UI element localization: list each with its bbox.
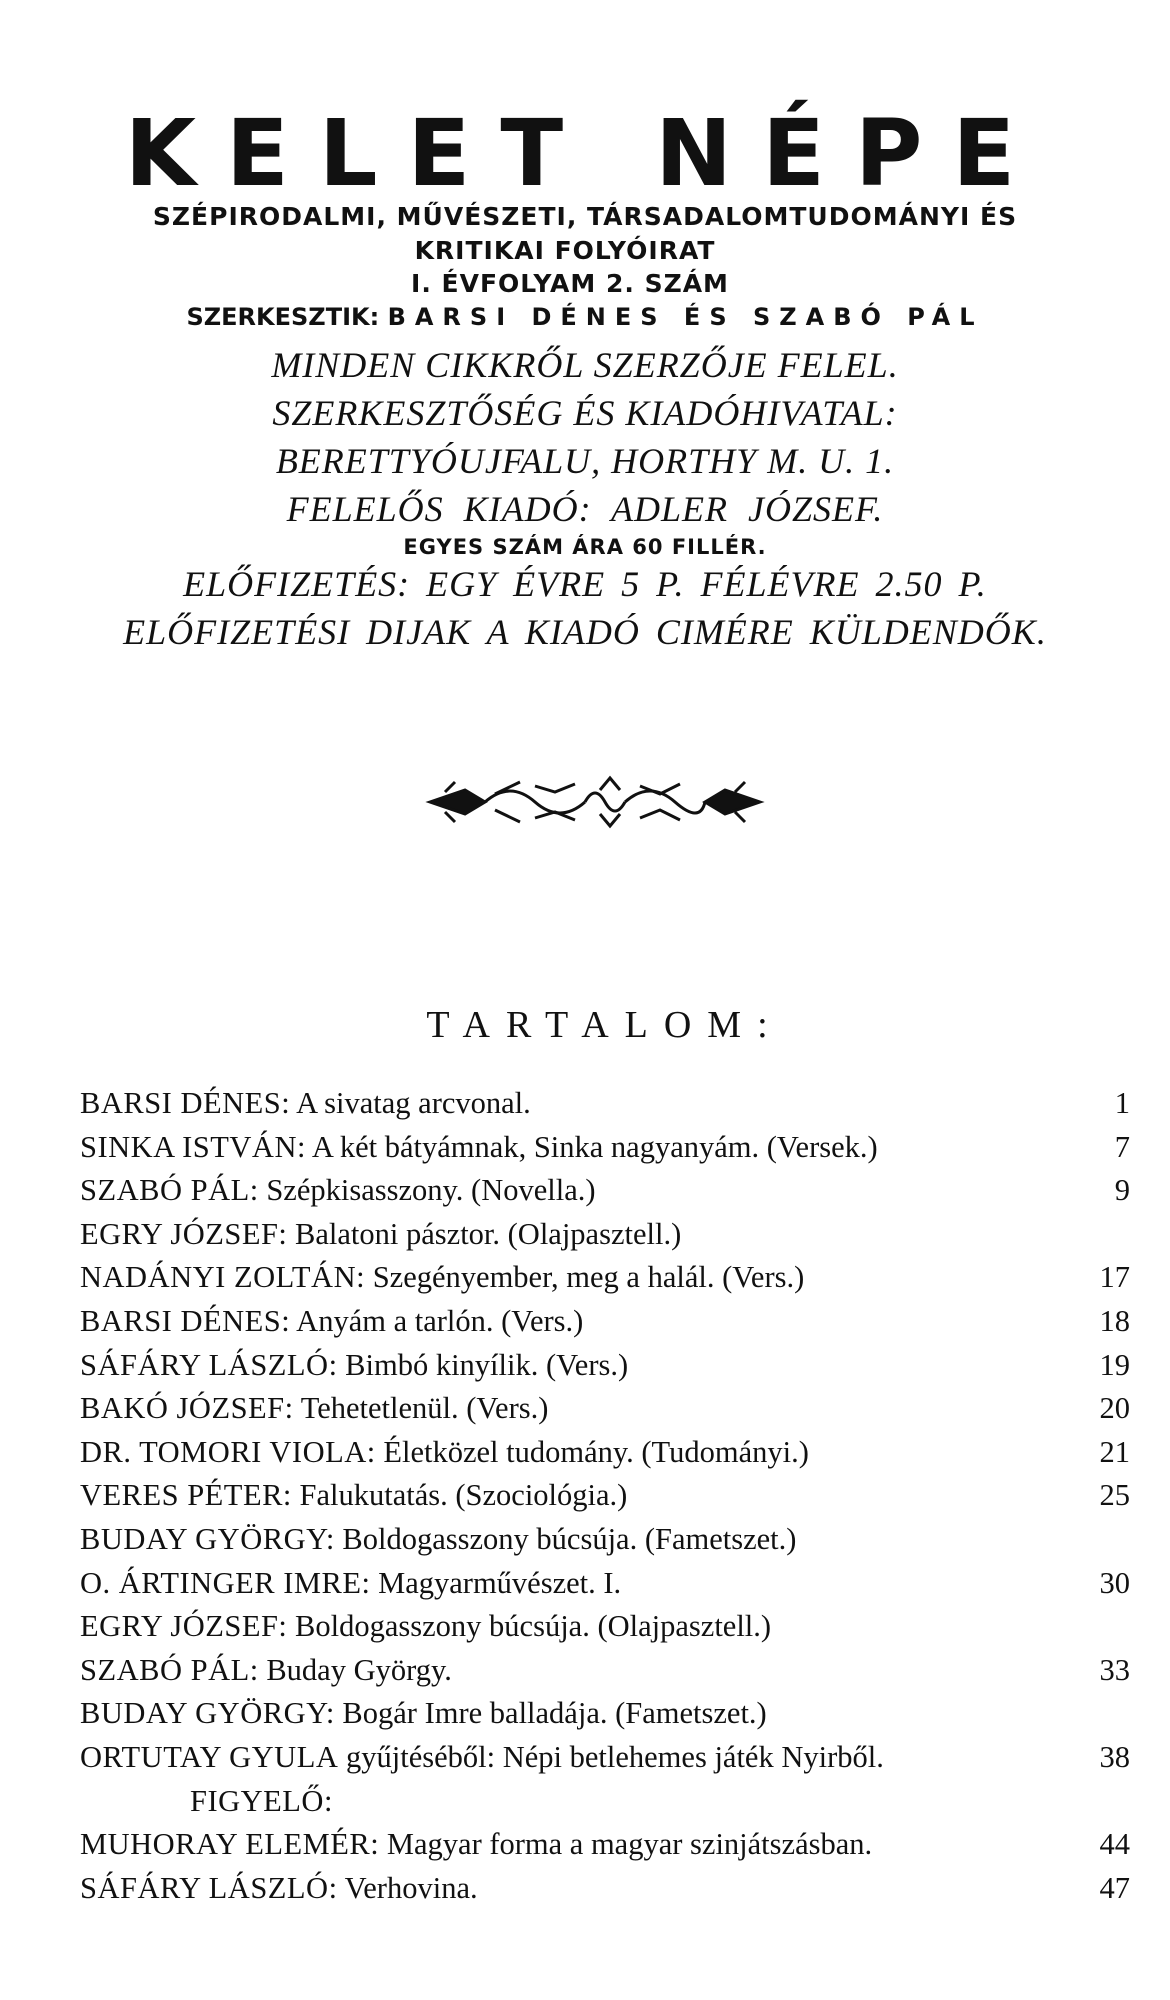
toc-work-title: Szegényember, meg a halál. (Vers.) [372, 1260, 805, 1295]
toc-author: BUDAY GYÖRGY: [80, 1696, 335, 1731]
toc-work-title: Tehetetlenül. (Vers.) [300, 1391, 549, 1426]
toc-entry-text [80, 1387, 548, 1431]
editorial-office-label: SZERKESZTŐSÉG ÉS KIADÓHIVATAL: [272, 393, 898, 433]
editorial-office-address: BERETTYÓUJFALU, HORTHY M. U. 1. [275, 441, 895, 481]
toc-page-number: 44 [1099, 1827, 1130, 1862]
fees-line: ELŐFIZETÉSI DIJAK A KIADÓ CIMÉRE KÜLDENDŐK. [123, 612, 1047, 652]
toc-entry-text [80, 1518, 796, 1562]
toc-author: DR. TOMORI VIOLA: [80, 1434, 376, 1469]
price-line: EGYES SZÁM ÁRA 60 FILLÉR. [403, 535, 767, 559]
decorative-ornament-icon [425, 772, 765, 832]
publisher-line: FELELŐS KIADÓ: ADLER JÓZSEF. [286, 489, 884, 529]
toc-entry-text [80, 1867, 478, 1911]
toc-author: SZABÓ PÁL: [80, 1173, 259, 1208]
toc-entry [80, 1736, 1130, 1780]
subscription-line: ELŐFIZETÉS: EGY ÉVRE 5 P. FÉLÉVRE 2.50 P. [183, 564, 987, 604]
toc-entry [80, 1780, 1130, 1824]
toc-entry-text [80, 1605, 771, 1649]
toc-author: SZABÓ PÁL: [80, 1652, 259, 1687]
toc-author: SINKA ISTVÁN: [80, 1129, 306, 1164]
toc-author: O. ÁRTINGER IMRE: [80, 1565, 371, 1600]
toc-author: SÁFÁRY LÁSZLÓ: [80, 1347, 338, 1382]
toc-entry [80, 1823, 1130, 1867]
toc-page-number: 18 [1099, 1303, 1130, 1338]
responsibility-note: MINDEN CIKKRŐL SZERZŐJE FELEL. [271, 345, 899, 385]
toc-page-number: 38 [1099, 1739, 1130, 1774]
toc-entry [80, 1518, 1130, 1562]
editors-label: SZERKESZTIK: [186, 303, 380, 331]
toc-page-number: 21 [1099, 1434, 1130, 1469]
toc-page-number [1070, 1780, 1130, 1824]
toc-entry [80, 1256, 1130, 1300]
table-of-contents [80, 1082, 1130, 1910]
toc-work-title: Anyám a tarlón. (Vers.) [296, 1303, 584, 1338]
toc-author: NADÁNYI ZOLTÁN: [80, 1260, 366, 1295]
toc-entry [80, 1474, 1130, 1518]
toc-page-number: 9 [1114, 1173, 1130, 1208]
toc-entry [80, 1344, 1130, 1388]
toc-page-number: 47 [1099, 1870, 1130, 1905]
toc-work-title: Falukutatás. (Szociológia.) [299, 1478, 628, 1513]
editors-line [0, 303, 1170, 331]
toc-entry [80, 1387, 1130, 1431]
toc-author: EGRY JÓZSEF: [80, 1216, 288, 1251]
toc-author: EGRY JÓZSEF: [80, 1609, 288, 1644]
toc-page-number: 7 [1114, 1129, 1130, 1164]
toc-work-title: Magyarművészet. I. [378, 1565, 622, 1600]
toc-work-title: Bimbó kinyílik. (Vers.) [345, 1347, 629, 1382]
toc-entry [80, 1169, 1130, 1213]
toc-entry [80, 1126, 1130, 1170]
toc-entry-text [80, 1736, 884, 1780]
toc-entry [80, 1431, 1130, 1475]
toc-author: ORTUTAY GYULA [80, 1739, 339, 1774]
toc-entry-text [80, 1169, 596, 1213]
toc-entry [80, 1867, 1130, 1911]
toc-work-title: Balatoni pásztor. (Olajpasztell.) [295, 1216, 682, 1251]
journal-subtitle-line2: KRITIKAI FOLYÓIRAT [414, 236, 716, 265]
toc-page-number [1070, 1605, 1130, 1649]
toc-entry [80, 1082, 1130, 1126]
toc-entry [80, 1692, 1130, 1736]
toc-author: BUDAY GYÖRGY: [80, 1521, 335, 1556]
toc-page-number: 30 [1099, 1565, 1130, 1600]
toc-entry-text [80, 1649, 452, 1693]
toc-entry [80, 1300, 1130, 1344]
toc-work-title: Verhovina. [344, 1870, 478, 1905]
toc-title: TARTALOM: [426, 1004, 784, 1046]
toc-work-title: A sivatag arcvonal. [296, 1086, 531, 1120]
toc-work-title: Magyar forma a magyar szinjátszásban. [386, 1827, 873, 1862]
toc-entry-text [80, 1823, 872, 1867]
toc-work-title: gyűjtéséből: Népi betlehemes játék Nyirből. [346, 1739, 884, 1774]
toc-author: MUHORAY ELEMÉR: [80, 1827, 380, 1862]
toc-author: VERES PÉTER: [80, 1478, 292, 1513]
toc-author: SÁFÁRY LÁSZLÓ: [80, 1870, 338, 1905]
toc-work-title: Szépkisasszony. (Novella.) [266, 1173, 596, 1208]
toc-author: BARSI DÉNES: [80, 1303, 291, 1338]
toc-work-title: Boldogasszony búcsúja. (Fametszet.) [342, 1521, 797, 1556]
issue-number: I. ÉVFOLYAM 2. SZÁM [411, 269, 729, 298]
toc-page-number: 20 [1099, 1391, 1130, 1426]
toc-entry [80, 1605, 1130, 1649]
toc-work-title: A két bátyámnak, Sinka nagyanyám. (Versek.) [311, 1129, 878, 1164]
journal-subtitle-line1: SZÉPIRODALMI, MŰVÉSZETI, TÁRSADALOMTUDOMÁNYI ÉS [152, 202, 1018, 231]
toc-author: BAKÓ JÓZSEF: [80, 1391, 294, 1426]
toc-page-number [1070, 1518, 1130, 1562]
toc-entry-text [80, 1300, 583, 1344]
toc-entry-text [80, 1562, 621, 1606]
toc-author: FIGYELŐ: [190, 1783, 333, 1818]
toc-entry [80, 1213, 1130, 1257]
toc-entry [80, 1562, 1130, 1606]
toc-author: BARSI DÉNES: [80, 1086, 291, 1120]
editors-names: BARSI DÉNES ÉS SZABÓ PÁL [387, 303, 984, 331]
toc-work-title: Bogár Imre balladája. (Fametszet.) [342, 1696, 767, 1731]
toc-entry-text [80, 1256, 804, 1300]
toc-entry-text [80, 1082, 531, 1126]
toc-entry-text [80, 1213, 681, 1257]
toc-page-number: 33 [1099, 1652, 1130, 1687]
toc-work-title: Buday György. [266, 1652, 452, 1687]
toc-entry-text [80, 1692, 767, 1736]
toc-page-number: 19 [1099, 1347, 1130, 1382]
toc-page-number: 17 [1099, 1260, 1130, 1295]
toc-entry-text [80, 1780, 333, 1824]
toc-page-number [1070, 1692, 1130, 1736]
journal-title: KELET NÉPE [124, 100, 1046, 207]
toc-entry [80, 1649, 1130, 1693]
toc-page-number: 25 [1099, 1478, 1130, 1513]
toc-entry-text [80, 1126, 878, 1170]
toc-page-number [1070, 1213, 1130, 1257]
toc-work-title: Boldogasszony búcsúja. (Olajpasztell.) [295, 1609, 772, 1644]
toc-entry-text [80, 1344, 628, 1388]
toc-page-number: 1 [1114, 1086, 1130, 1120]
toc-entry-text [80, 1431, 809, 1475]
toc-entry-text [80, 1474, 627, 1518]
toc-work-title: Életközel tudomány. (Tudományi.) [383, 1434, 809, 1469]
